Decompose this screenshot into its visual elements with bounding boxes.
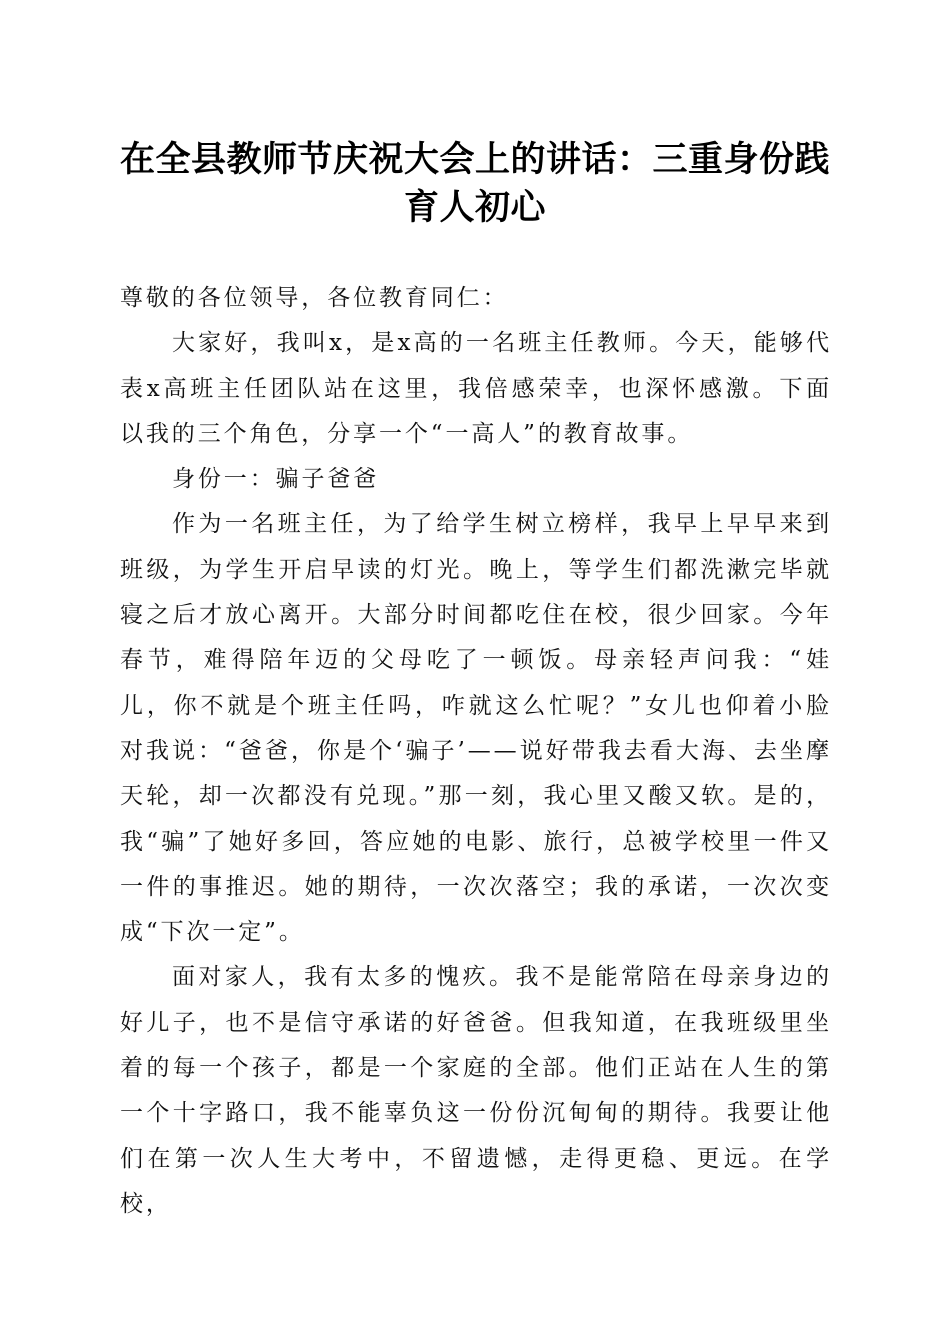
- document-body: [120, 276, 832, 1227]
- paragraph-introduction: 大家好，我叫x，是x高的一名班主任教师。今天，能够代表x高班主任团队站在这里，我倍感荣幸，也深怀感激。下面以我的三个角色，分享一个“一高人”的教育故事。: [120, 330, 832, 447]
- document-title: 在全县教师节庆祝大会上的讲话：三重身份践育人初心: [119, 140, 830, 228]
- paragraph-reflection: 面对家人，我有太多的愧疚。我不是能常陪在母亲身边的好儿子，也不是信守承诺的好爸爸。但我知道，在我班级里坐着的每一个孩子，都是一个家庭的全部。他们正站在人生的第一个十字路口，我不能辜负这一份份沉甸甸的期待。我要让他们在第一次人生大考中，不留遗憾，走得更稳、更远。在学校，: [120, 964, 832, 1217]
- paragraph-story: 作为一名班主任，为了给学生树立榜样，我早上早早来到班级，为学生开启早读的灯光。晚上，等学生们都洗漱完毕就寝之后才放心离开。大部分时间都吃住在校，很少回家。今年春节，难得陪年迈的父母吃了一顿饭。母亲轻声问我：“娃儿，你不就是个班主任吗，咋就这么忙呢？”女儿也仰着小脸对我说：“爸爸，你是个‘骗子’——说好带我去看大海、去坐摩天轮，却一次都没有兑现。”那一刻，我心里又酸又软。是的，我“骗”了她好多回，答应她的电影、旅行，总被学校里一件又一件的事推迟。她的期待，一次次落空；我的承诺，一次次变成“下次一定”。: [120, 511, 832, 946]
- salutation: 尊敬的各位领导，各位教育同仁：: [120, 285, 509, 311]
- section-heading-identity-one: 身份一：骗子爸爸: [172, 466, 380, 493]
